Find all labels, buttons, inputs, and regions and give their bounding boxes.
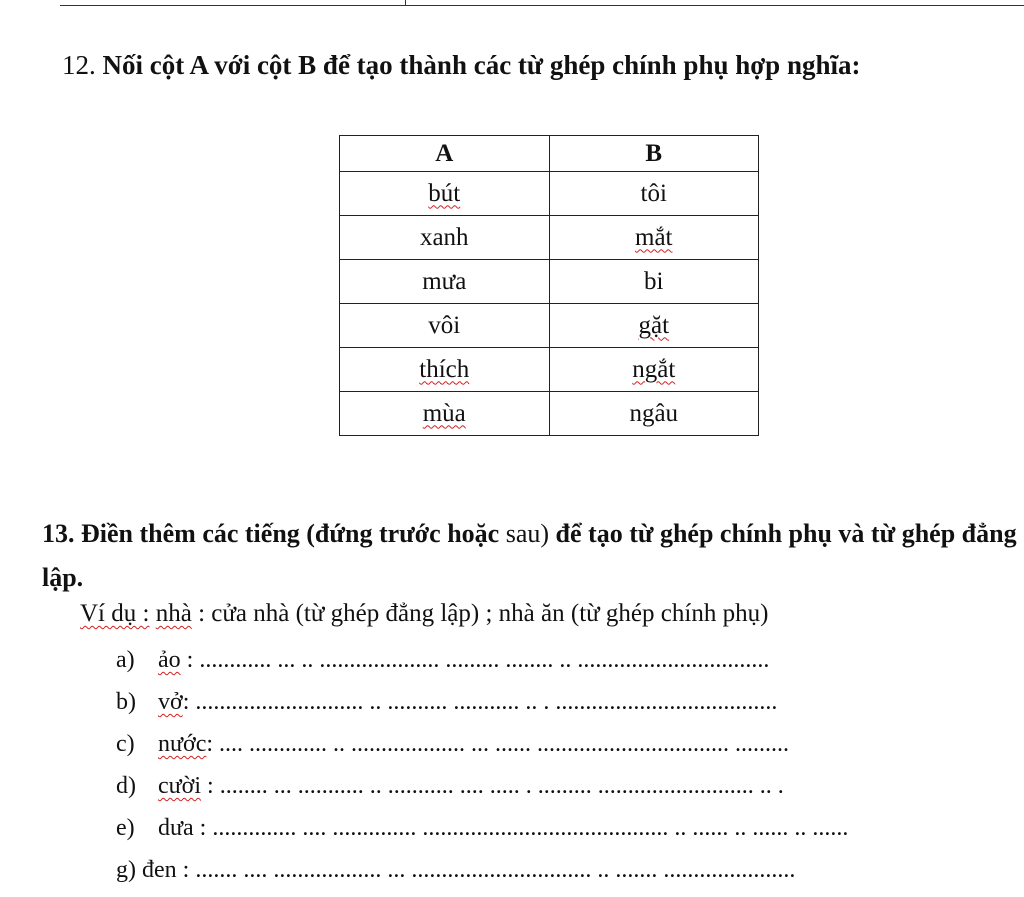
table-cell-b — [549, 348, 759, 392]
list-item — [116, 813, 848, 855]
item-marker: a) — [116, 647, 135, 673]
matching-table — [339, 135, 759, 436]
table-row — [340, 216, 759, 260]
top-border-line — [60, 5, 1024, 6]
question-12-number: 12. — [62, 50, 96, 80]
item-marker: d) — [116, 773, 136, 799]
question-13-text-part2: để tạo từ ghép chính phụ và từ ghép đẳng lập. — [42, 519, 1017, 592]
answer-blank[interactable]: ........ ... ........... .. ........... .... ..... . ......... .......................... .. . — [213, 773, 784, 799]
table-cell-a — [340, 260, 550, 304]
answer-blank[interactable]: ............................ .. .......... ........... .. . ..................................... — [189, 689, 778, 715]
item-separator: : — [206, 731, 214, 757]
table-row — [340, 348, 759, 392]
question-13-text-sau: sau) — [505, 519, 550, 548]
item-separator: : — [180, 647, 194, 673]
cell-text: thích — [419, 355, 470, 383]
cell-text: gặt — [638, 311, 670, 339]
example-line — [80, 600, 768, 628]
cell-text: bút — [428, 179, 461, 207]
answer-blank[interactable]: .............. .... .............. ......................................... .. ...... .. ...... .. ...... — [206, 815, 849, 841]
item-word: ảo — [158, 647, 181, 673]
cell-text: mắt — [635, 223, 673, 251]
item-separator: : — [193, 815, 207, 841]
table-cell-b — [549, 392, 759, 436]
item-word: vở — [158, 689, 183, 715]
example-text: : cửa nhà (từ ghép đẳng lập) ; nhà ăn (từ ghép chính phụ) — [198, 600, 769, 627]
table-cell-b — [549, 172, 759, 216]
column-b-header: B — [549, 136, 759, 172]
cell-text: vôi — [428, 311, 461, 339]
item-word: nước — [158, 731, 207, 757]
table-cell-a — [340, 216, 550, 260]
answer-blank[interactable]: ....... .... .................. ... .............................. .. ....... ...................... — [189, 857, 796, 883]
item-word: đen — [142, 857, 177, 883]
table-row — [340, 172, 759, 216]
table-cell-b — [549, 260, 759, 304]
list-item — [116, 729, 848, 771]
item-word: cười — [158, 773, 202, 799]
column-a-header: A — [340, 136, 550, 172]
list-item — [116, 771, 848, 813]
question-13-text-part1: 13. Điền thêm các tiếng (đứng trước hoặc — [42, 519, 500, 548]
table-cell-b — [549, 304, 759, 348]
table-header-row — [340, 136, 759, 172]
item-separator: : — [201, 773, 214, 799]
cell-text: ngắt — [632, 355, 676, 383]
question-13-title — [42, 512, 1024, 600]
fill-in-list — [116, 645, 848, 897]
cell-text: ngâu — [629, 399, 679, 427]
cell-text: tôi — [640, 179, 667, 207]
item-separator: : — [176, 857, 190, 883]
item-separator: : — [182, 689, 190, 715]
table-row — [340, 392, 759, 436]
table-cell-a — [340, 348, 550, 392]
item-marker: b) — [116, 689, 136, 715]
example-word: nhà — [155, 600, 192, 627]
top-border-tick — [405, 0, 406, 6]
table-row — [340, 260, 759, 304]
table-row — [340, 304, 759, 348]
item-marker: e) — [116, 815, 135, 841]
example-label: Ví dụ : — [80, 600, 150, 627]
item-marker: c) — [116, 731, 135, 757]
cell-text: bi — [644, 267, 664, 295]
list-item — [116, 687, 848, 729]
item-word: dưa — [158, 815, 194, 841]
list-item — [116, 645, 848, 687]
table-cell-a — [340, 392, 550, 436]
cell-text: xanh — [419, 223, 469, 251]
table-cell-a — [340, 304, 550, 348]
question-12-text: Nối cột A với cột B để tạo thành các từ ghép chính phụ hợp nghĩa: — [102, 50, 861, 80]
cell-text: mưa — [422, 267, 467, 295]
answer-blank[interactable]: .... ............. .. ................... ... ...... ................................ ......... — [213, 731, 790, 757]
table-cell-b — [549, 216, 759, 260]
table-cell-a — [340, 172, 550, 216]
item-marker: g) — [116, 857, 136, 883]
answer-blank[interactable]: ............ ... .. .................... ......... ........ .. ................................ — [193, 647, 770, 673]
cell-text: mùa — [422, 399, 466, 427]
question-12-title — [62, 50, 860, 81]
